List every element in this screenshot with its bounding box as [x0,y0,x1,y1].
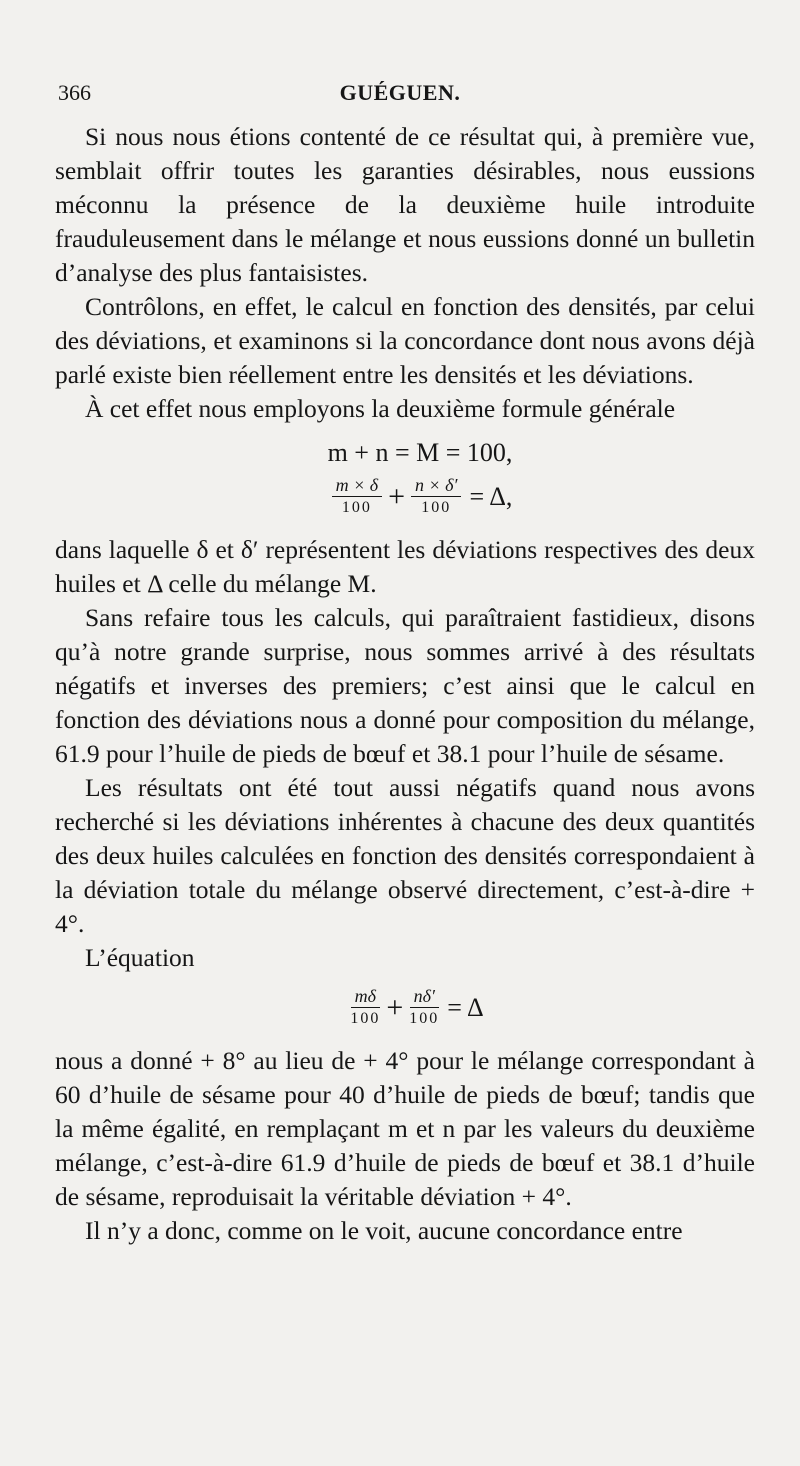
paragraph-1: Si nous nous étions contenté de ce résultat qui, à première vue, semblait offrir toutes les garanties désirables, nous eussions méconnu la présence de la deuxième huile introduite frauduleusement dans le mélange et nous eussions donné un bulletin d’analyse des plus fantaisistes. [55,122,755,287]
fraction-m [332,474,383,519]
denominator: 100 [409,1010,440,1027]
paragraph-6: Les résultats ont été tout aussi négatifs quand nous avons recherché si les déviations inhérentes à chacune des deux quantités des deux huiles calculées en fonction des densités correspondaient à la déviation totale du mélange observé directement, c’est-à-dire + 4°. [55,773,755,938]
paragraph-2: Contrôlons, en effet, le calcul en fonction des densités, par celui des déviations, et examinons si la concordance dont nous avons déjà parlé existe bien réellement entre les densités et les déviations. [55,292,755,389]
body-text [55,120,755,1248]
numerator: nδ′ [410,985,439,1008]
page-header [58,80,742,110]
plus-sign: + [386,990,404,1024]
equation-rhs: = Δ, [469,481,513,511]
numerator: n × δ′ [411,474,461,497]
equation-rhs: = Δ [447,992,484,1022]
running-head: GUÉGUEN. [339,80,461,105]
formula-sum: m + n = M = 100, [327,438,513,467]
paragraph-7: L’équation [85,943,195,972]
denominator: 100 [421,499,452,516]
formula-equation [55,975,755,1044]
denominator: 100 [350,1010,381,1027]
paragraph-5: Sans refaire tous les calculs, qui paraîtraient fastidieux, disons qu’à notre grande surprise, nous sommes arrivé à des résultats négatifs et inverses des premiers; c’est ainsi que le calcul en fonction des déviations nous a donné pour composition du mélange, 61.9 pour l’huile de pieds de bœuf et 38.1 pour l’huile de sésame. [55,603,755,768]
fraction-m [350,985,380,1030]
page-number: 366 [58,80,91,105]
fraction-n [411,474,461,519]
paragraph-4: dans laquelle δ et δ′ représentent les déviations respectives des deux huiles et Δ celle du mélange M. [55,535,755,598]
formula-deviation [55,474,755,533]
paragraph-8: nous a donné + 8° au lieu de + 4° pour le mélange correspondant à 60 d’huile de sésame pour 40 d’huile de pieds de bœuf; tandis que la même égalité, en remplaçant m et n par les valeurs du deuxième mélange, c’est-à-dire 61.9 d’huile de pieds de bœuf et 38.1 d’huile de sésame, reproduisait la véritable déviation + 4°. [55,1046,755,1211]
denominator: 100 [341,499,372,516]
plus-sign: + [388,479,406,513]
numerator: mδ [351,985,380,1008]
fraction-n [409,985,439,1030]
paragraph-3: À cet effet nous employons la deuxième formule générale [85,394,676,423]
numerator: m × δ [332,474,383,497]
paragraph-9: Il n’y a donc, comme on le voit, aucune concordance entre [85,1216,683,1245]
